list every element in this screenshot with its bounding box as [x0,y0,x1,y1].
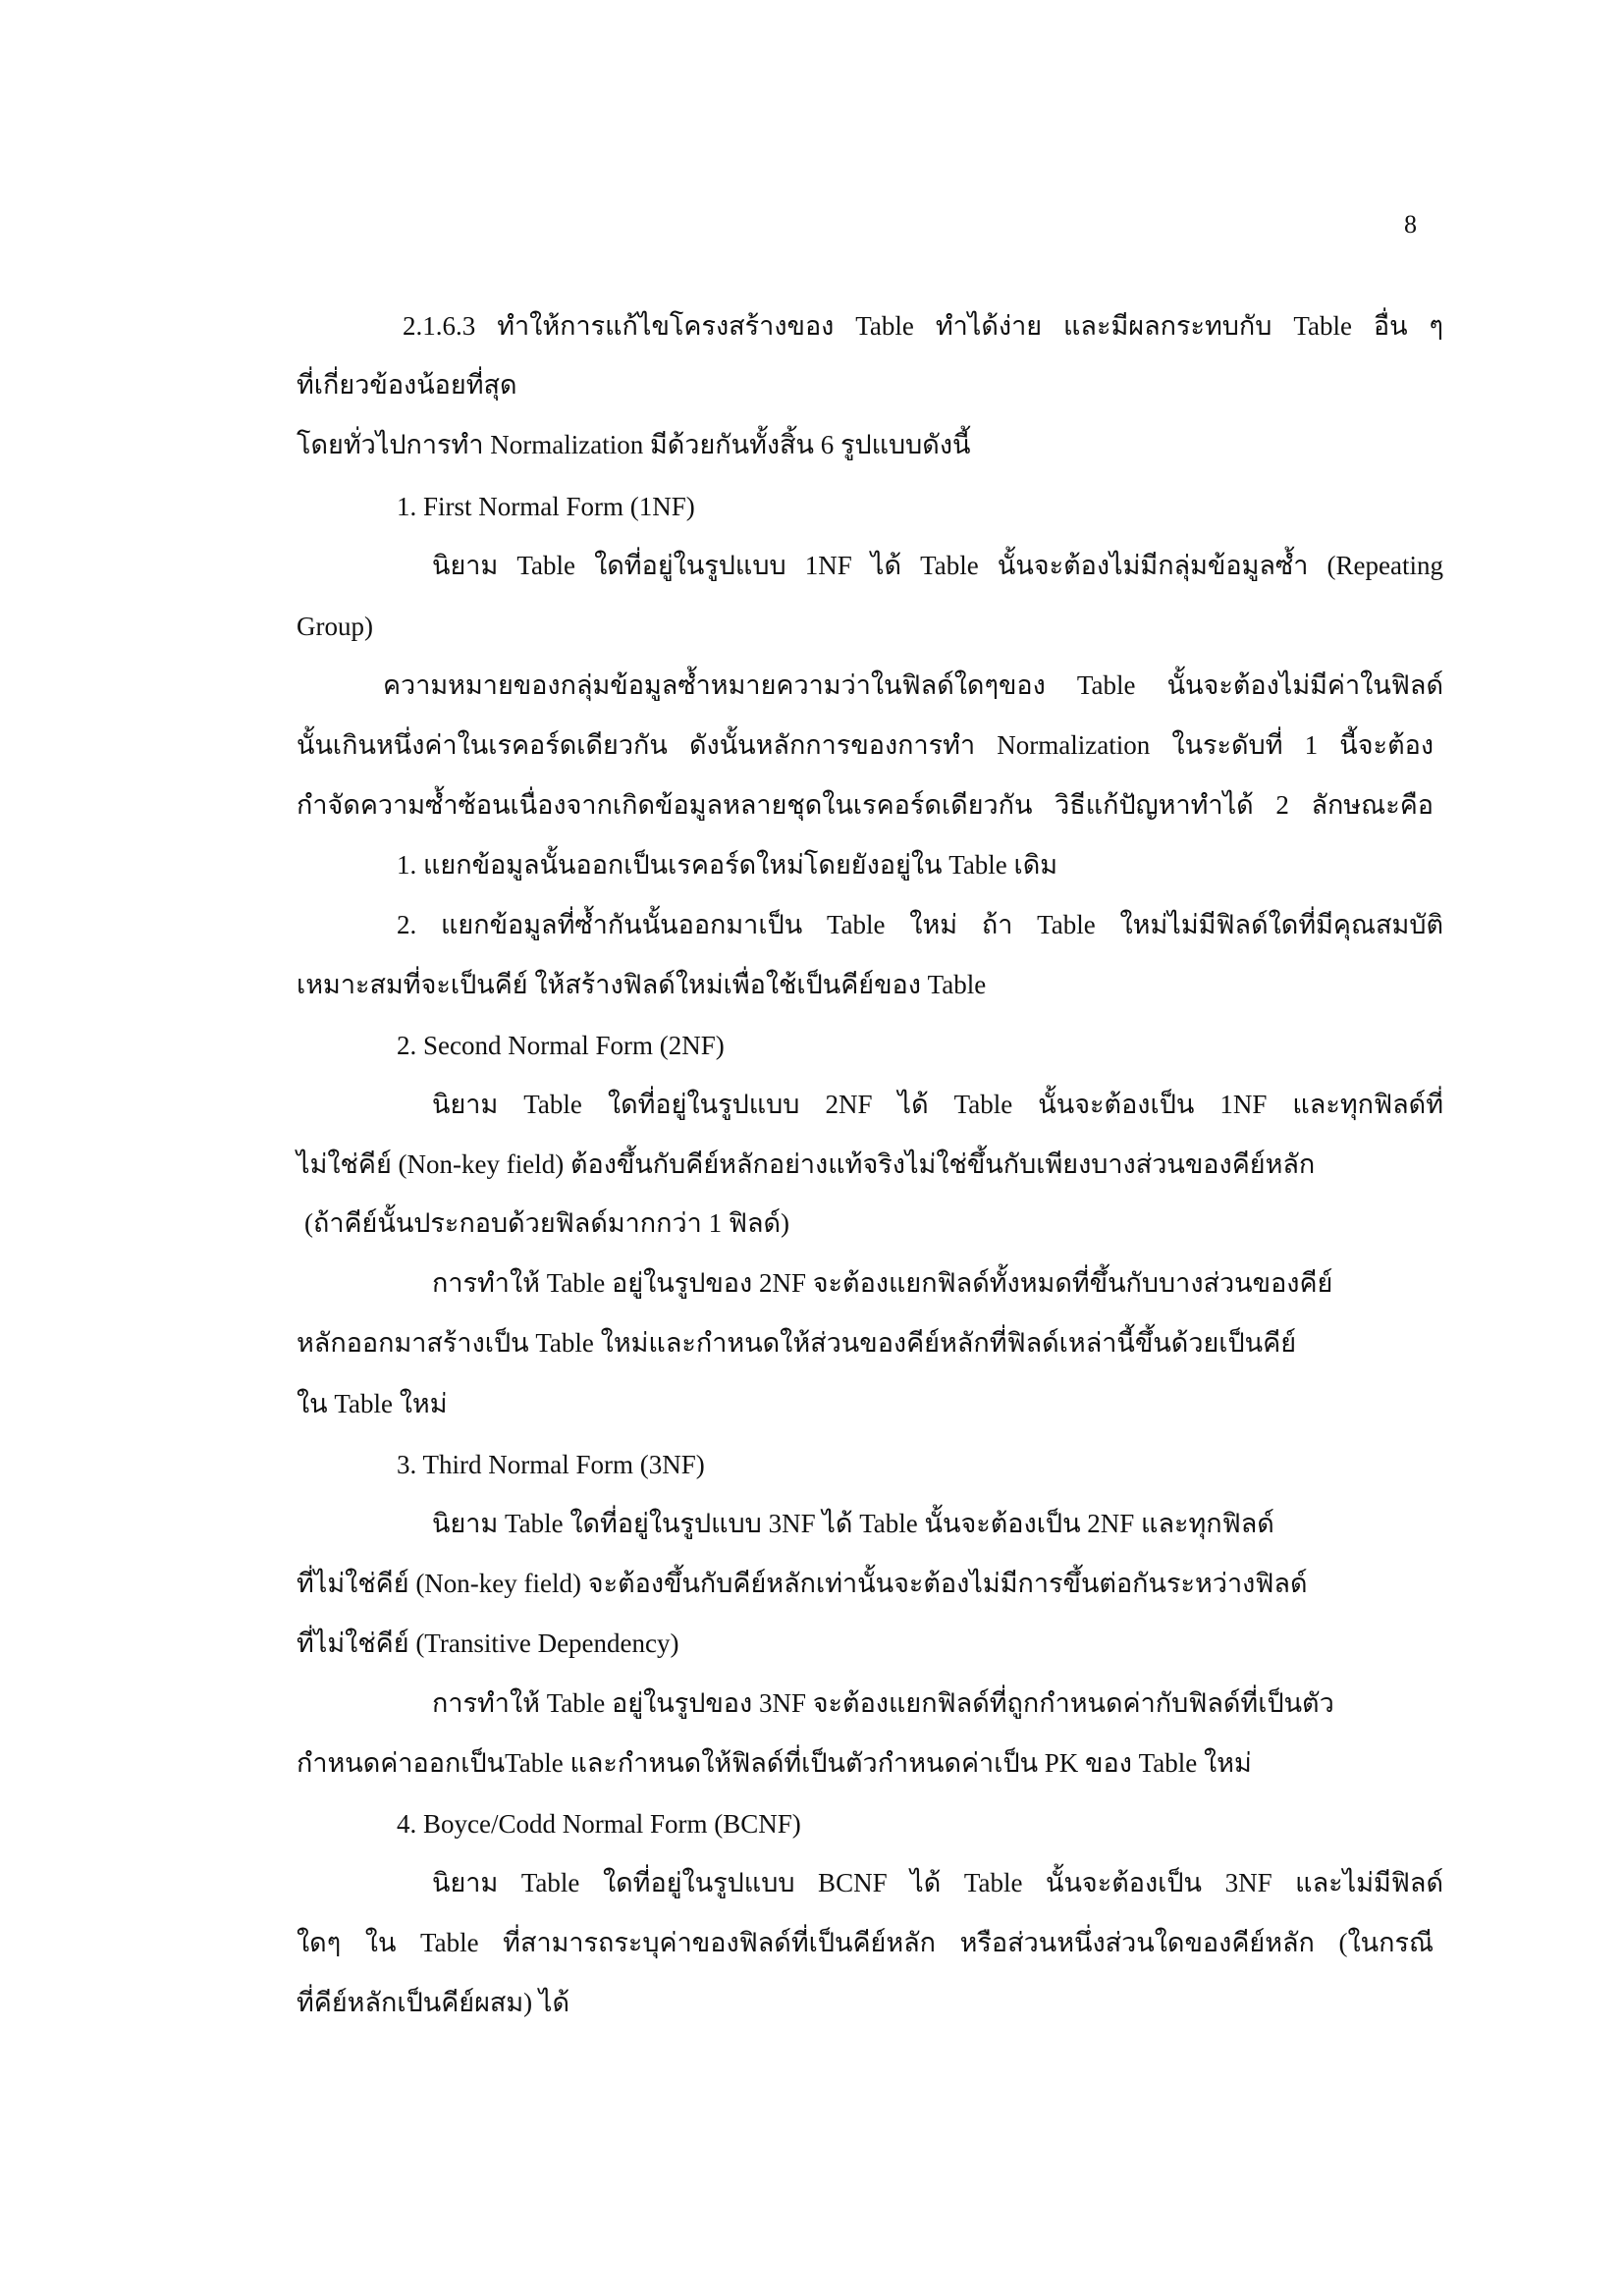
text-line: กำจัดความซ้ำซ้อนเนื่องจากเกิดข้อมูลหลายชุดในเรคอร์ดเดียวกัน วิธีแก้ปัญหาทำได้ 2 ลักษณะคือ [297,790,1434,820]
text-line: ใดๆ ใน Table ที่สามารถระบุค่าของฟิลด์ที่เป็นคีย์หลัก หรือส่วนหนึ่งส่วนใดของคีย์หลัก (ในกรณี [297,1928,1434,1957]
list-item: 1. แยกข้อมูลนั้นออกเป็นเรคอร์ดใหม่โดยยังอยู่ใน Table เดิม [397,850,1058,880]
list-heading: 4. Boyce/Codd Normal Form (BCNF) [397,1809,801,1839]
text-line: กำหนดค่าออกเป็นTable และกำหนดให้ฟิลด์ที่เป็นตัวกำหนดค่าเป็น PK ของ Table ใหม่ [297,1748,1252,1778]
list-item: 2. แยกข้อมูลที่ซ้ำกันนั้นออกมาเป็น Table ใหม่ ถ้า Table ใหม่ไม่มีฟิลด์ใดที่มีคุณสมบัติ [397,910,1443,939]
text-line: ที่เกี่ยวข้องน้อยที่สุด [297,370,517,400]
text-line: การทำให้ Table อยู่ในรูปของ 3NF จะต้องแยกฟิลด์ที่ถูกกำหนดค่ากับฟิลด์ที่เป็นตัว [432,1688,1334,1718]
text-line: เหมาะสมที่จะเป็นคีย์ ให้สร้างฟิลด์ใหม่เพื่อใช้เป็นคีย์ของ Table [297,970,987,999]
text-line: ที่ไม่ใช่คีย์ (Transitive Dependency) [297,1629,679,1658]
text-line: 2.1.6.3 ทำให้การแก้ไขโครงสร้างของ Table ทำได้ง่าย และมีผลกระทบกับ Table อื่น ๆ [403,311,1443,341]
text-line: ใน Table ใหม่ [297,1389,448,1418]
text-line: Group) [297,612,373,641]
list-heading: 1. First Normal Form (1NF) [397,492,695,521]
text-line: การทำให้ Table อยู่ในรูปของ 2NF จะต้องแยกฟิลด์ทั้งหมดที่ขึ้นกับบางส่วนของคีย์ [432,1268,1333,1298]
text-line: ที่ไม่ใช่คีย์ (Non-key field) จะต้องขึ้นกับคีย์หลักเท่านั้นจะต้องไม่มีการขึ้นต่อกันระหว่างฟิลด์ [297,1569,1308,1598]
page-number: 8 [1404,210,1417,239]
text-line: ที่คีย์หลักเป็นคีย์ผสม) ได้ [297,1988,570,2017]
text-line: นิยาม Table ใดที่อยู่ในรูปแบบ 2NF ได้ Table นั้นจะต้องเป็น 1NF และทุกฟิลด์ที่ [432,1090,1443,1119]
text-line: ความหมายของกลุ่มข้อมูลซ้ำหมายความว่าในฟิลด์ใดๆของ Table นั้นจะต้องไม่มีค่าในฟิลด์ [383,670,1443,700]
list-heading: 2. Second Normal Form (2NF) [397,1031,725,1060]
text-line: นิยาม Table ใดที่อยู่ในรูปแบบ 1NF ได้ Table นั้นจะต้องไม่มีกลุ่มข้อมูลซ้ำ (Repeating [432,551,1443,580]
text-line: หลักออกมาสร้างเป็น Table ใหม่และกำหนดให้ส่วนของคีย์หลักที่ฟิลด์เหล่านี้ขึ้นด้วยเป็นคีย์ [297,1328,1297,1358]
text-line: นิยาม Table ใดที่อยู่ในรูปแบบ 3NF ได้ Table นั้นจะต้องเป็น 2NF และทุกฟิลด์ [432,1509,1274,1538]
text-line: นั้นเกินหนึ่งค่าในเรคอร์ดเดียวกัน ดังนั้นหลักการของการทำ Normalization ในระดับที่ 1 นี้จะต้อง [297,730,1434,760]
text-line: โดยทั่วไปการทำ Normalization มีด้วยกันทั้งสิ้น 6 รูปแบบดังนี้ [297,430,971,459]
text-line: ไม่ใช่คีย์ (Non-key field) ต้องขึ้นกับคีย์หลักอย่างแท้จริงไม่ใช่ขึ้นกับเพียงบางส่วนของคีย์หลัก [297,1149,1316,1179]
text-line: (ถ้าคีย์นั้นประกอบด้วยฟิลด์มากกว่า 1 ฟิลด์) [304,1208,790,1238]
text-line: นิยาม Table ใดที่อยู่ในรูปแบบ BCNF ได้ Table นั้นจะต้องเป็น 3NF และไม่มีฟิลด์ [432,1868,1443,1897]
list-heading: 3. Third Normal Form (3NF) [397,1450,705,1479]
